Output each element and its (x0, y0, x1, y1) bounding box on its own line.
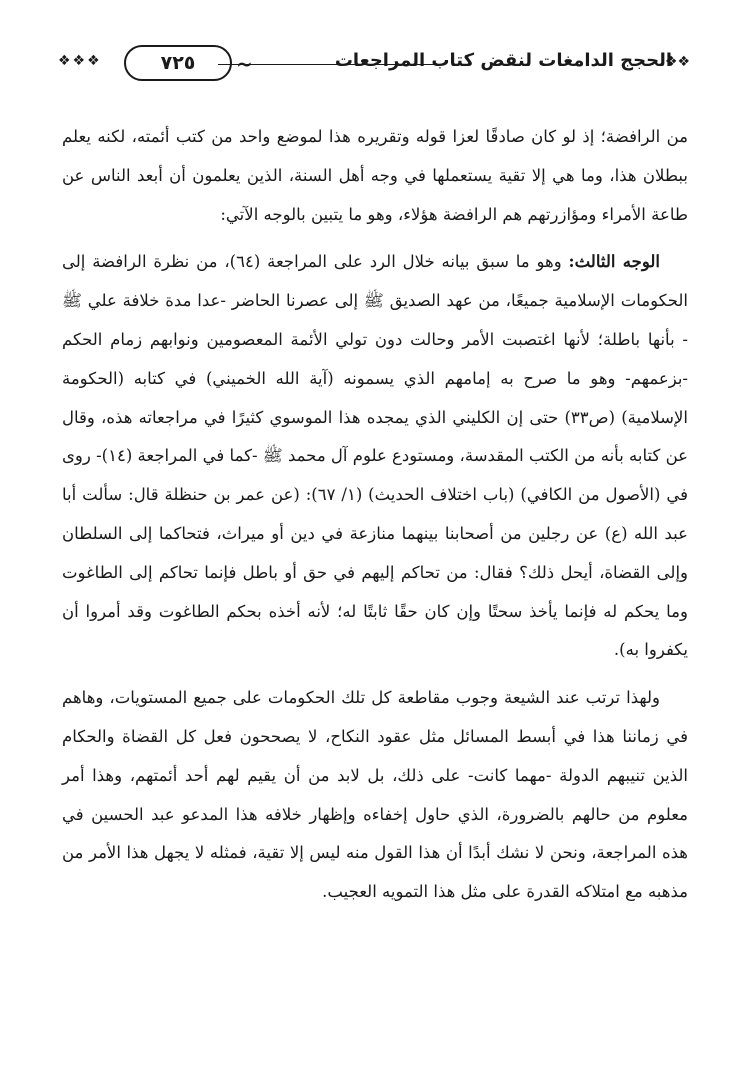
header-ornament-right-icon: ❖❖ (664, 54, 690, 70)
paragraph-continuation (62, 118, 688, 234)
page-number: ٧٢٥ (160, 52, 196, 74)
paragraph-third-aspect (62, 243, 688, 670)
paragraph-text: وهو ما سبق بيانه خلال الرد على المراجعة (٦٤)، من نظرة الرافضة إلى الحكومات الإسلامية جميعًا، من عهد الصديق ﷺ إلى عصرنا الحاضر -عدا مدة خلافة علي ﷺ - بأنها باطلة؛ لأنها اغتصبت الأمر وحالت دون تولي الأئمة المعصومين ونوابهم زمام الحكم -بزعمهم- وهو ما صرح به إمامهم الذي يسمونه (آية الله الخميني) في كتابه (الحكومة الإسلامية) (ص٣٣) حتى إن الكليني الذي يمجده هذا الموسوي كثيرًا في مراجعاته هذه، وقال عن كتابه بأنه من الكتب المقدسة، ومستودع علوم آل محمد ﷺ -كما في المراجعة (١٤)- روى في (الأصول من الكافي) (باب اختلاف الحديث) (١/ ٦٧): (عن عمر بن حنظلة قال: سألت أبا عبد الله (ع) عن رجلين من أصحابنا بينهما منازعة في دين أو ميراث، فتحاكما إلى السلطان وإلى القضاة، أيحل ذلك؟ فقال: من تحاكم إليهم في حق أو باطل فإنما تحاكم إلى الطاغوت وما يحكم له فإنما يأخذ سحتًا وإن كان حقًا ثابتًا له؛ لأنه أخذه بحكم الطاغوت وقد أمروا أن يكفروا به). (62, 252, 689, 660)
running-header (58, 42, 690, 84)
page-body (62, 118, 688, 912)
paragraph-gap (62, 234, 688, 243)
paragraph-gap (62, 670, 688, 679)
paragraph-conclusion (62, 679, 688, 912)
header-flourish-icon: ~ (236, 52, 253, 76)
header-ornament-left-icon: ❖❖❖ (58, 53, 102, 69)
book-title: الحجج الدامغات لنقض كتاب المراجعات (334, 50, 672, 71)
paragraph-text: ولهذا ترتب عند الشيعة وجوب مقاطعة كل تلك الحكومات على جميع المستويات، وهاهم في زماننا هذا في أبسط المسائل مثل عقود النكاح، لا يصححون فعل كل القضاة والحكام الذين تنيبهم الدولة -مهما كانت- على ذلك، بل لابد من أن يقيم لهم أحد أئمتهم، وهذا أمر معلوم من حالهم بالضرورة، الذي حاول إخفاءه وإظهار خلافه هذا المدعو عبد الحسين في هذه المراجعة، ونحن لا نشك أبدًا أن هذا القول منه ليس إلا تقية، فمثله لا يجهل هذا الأمر من مذهبه مع امتلاكه القدرة على مثل هذا التمويه العجيب. (62, 688, 688, 902)
section-lead: الوجه الثالث: (568, 252, 660, 272)
paragraph-text: من الرافضة؛ إذ لو كان صادقًا لعزا قوله وتقريره هذا لموضع واحد من كتب أئمته، لكنه يعلم ببطلان هذا، وما هي إلا تقية يستعملها في وجه أهل السنة، الذين يعلمون أن أبعد الناس عن طاعة الأمراء ومؤازرتهم هم الرافضة هؤلاء، وهو ما يتبين بالوجه الآتي: (62, 127, 688, 224)
page-number-badge (124, 45, 232, 81)
